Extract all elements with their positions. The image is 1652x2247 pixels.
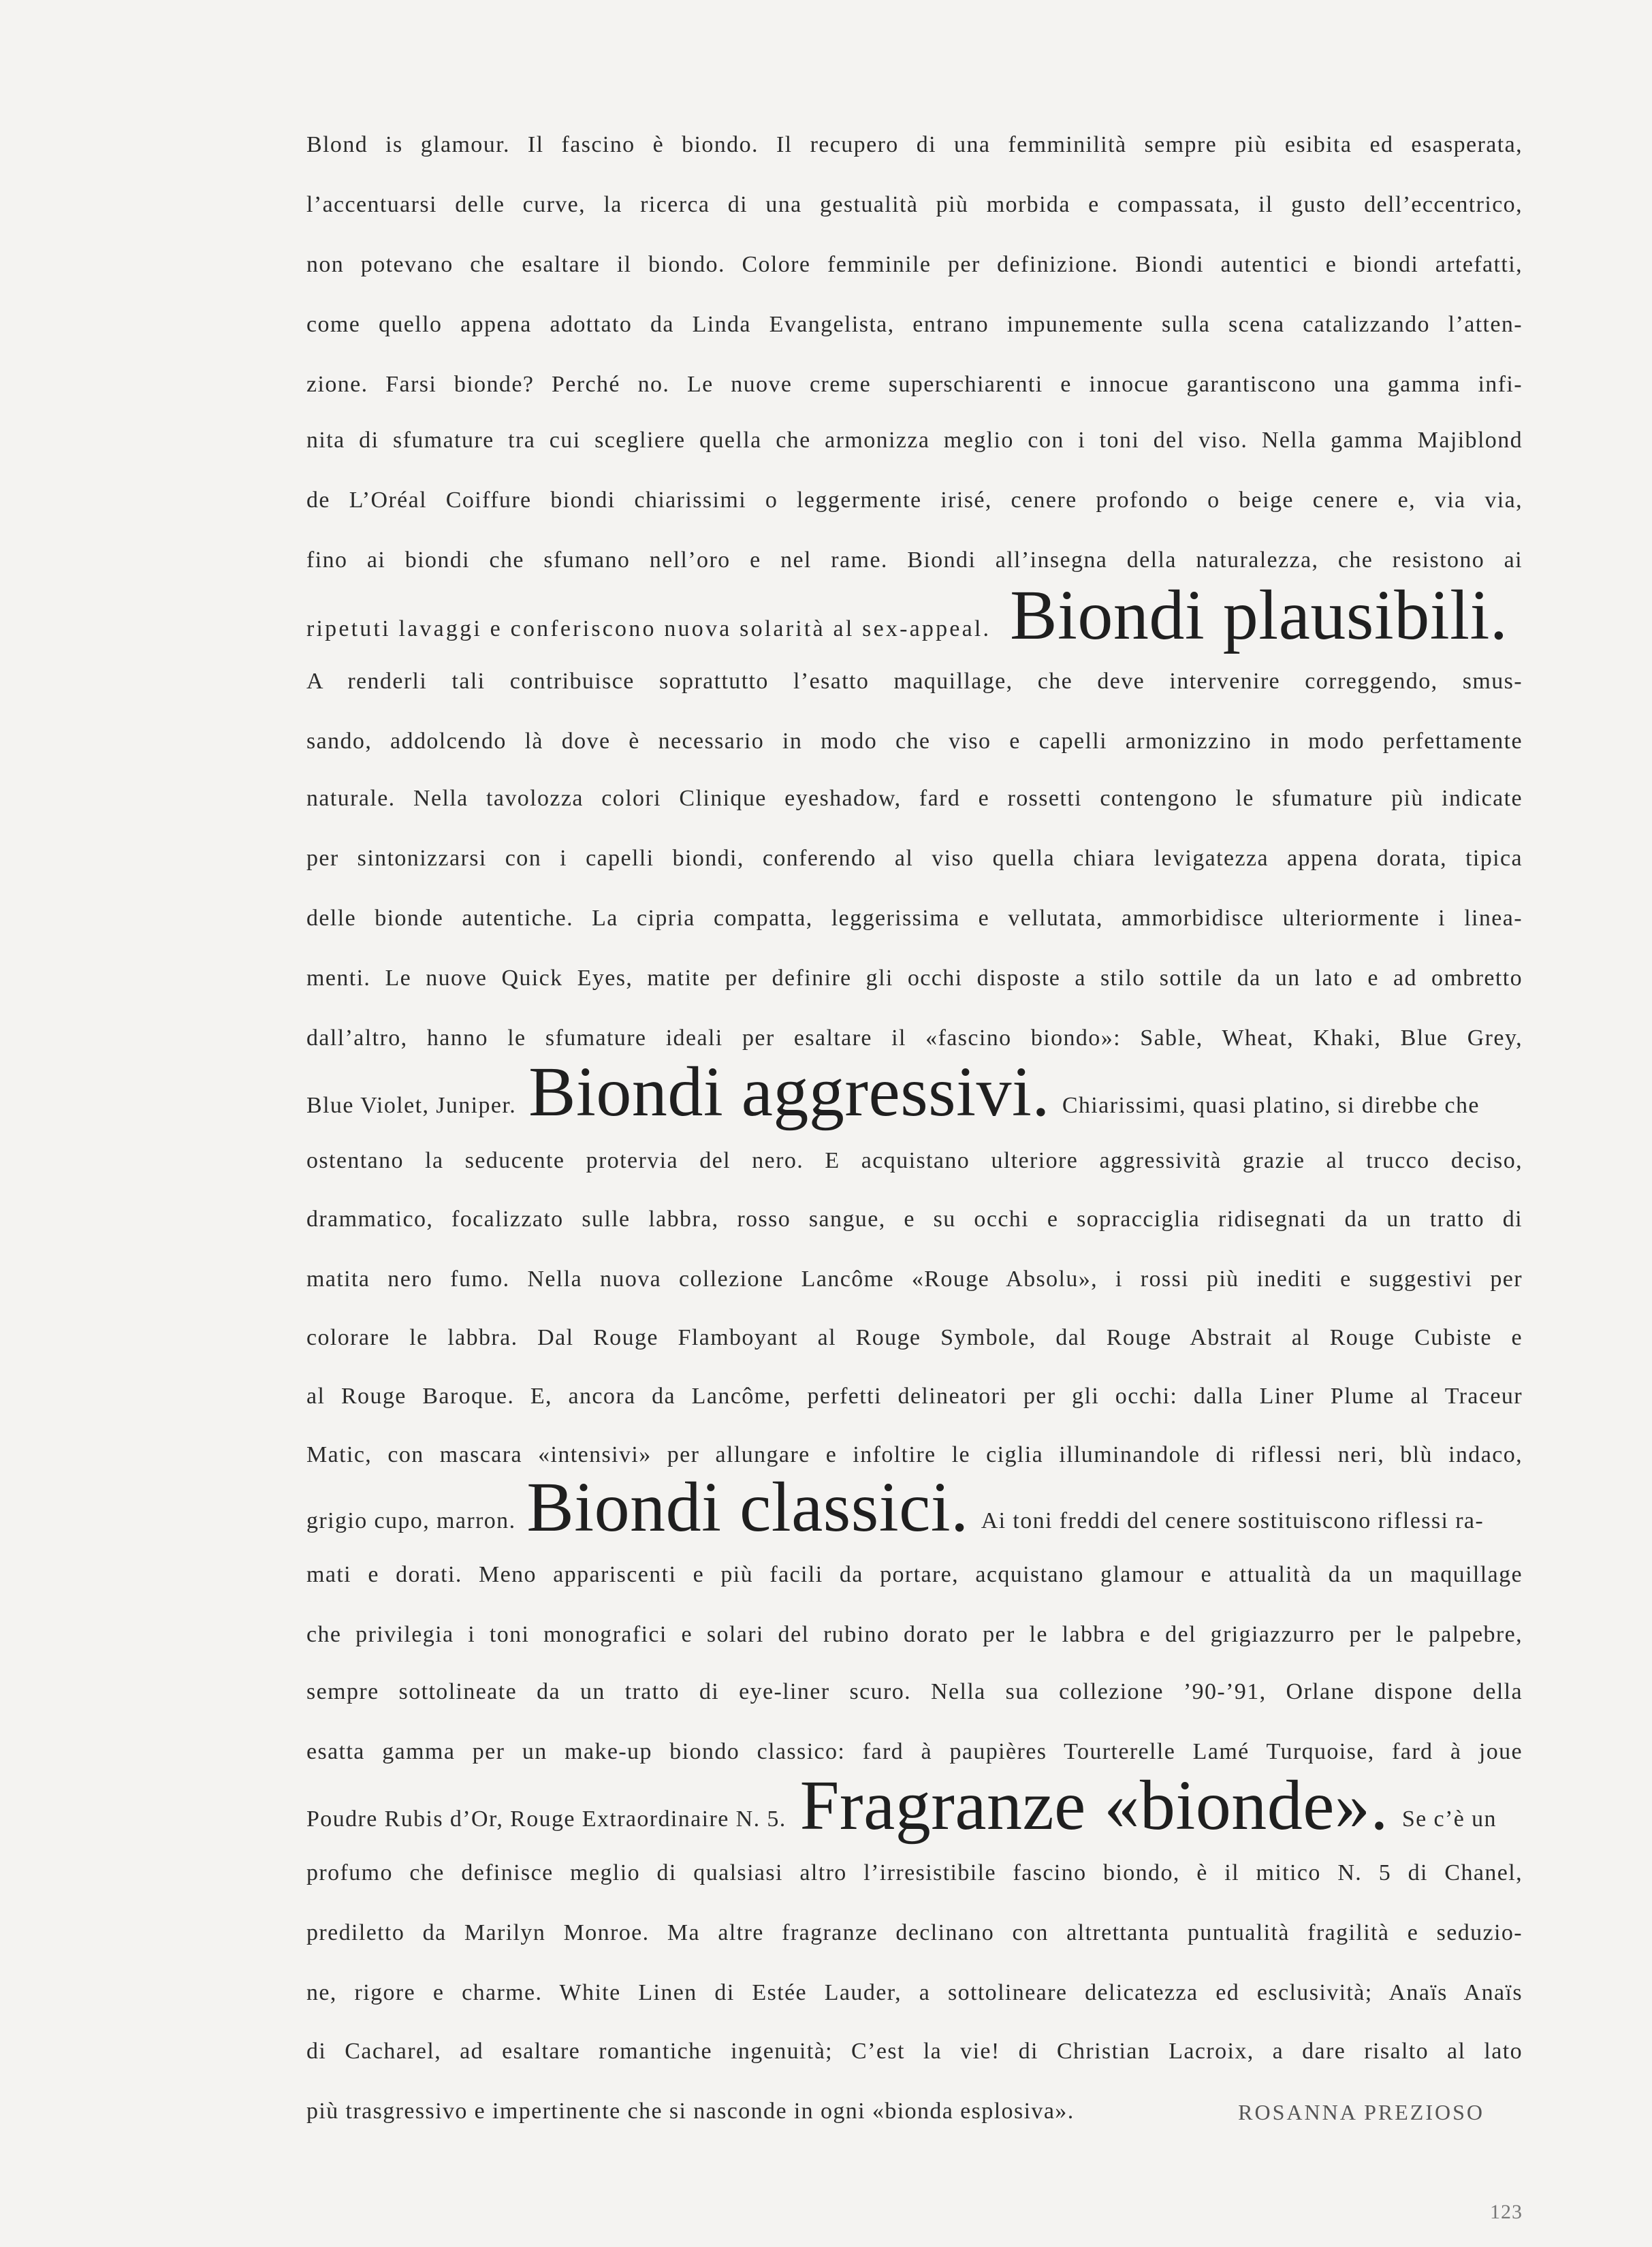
body-text: ripetuti lavaggi e conferiscono nuova solarità al sex-appeal. bbox=[306, 616, 991, 641]
body-line-16: dall’altro, hanno le sfumature ideali per esaltare il «fascino biondo»: Sable, Wheat, Khaki, Blue Grey, bbox=[306, 1025, 1523, 1051]
section-heading: Fragranze «bionde». bbox=[799, 1766, 1388, 1845]
body-line-30: profumo che definisce meglio di qualsiasi altro l’irresistibile fascino biondo, è il mitico N. 5 di Chanel, bbox=[306, 1860, 1523, 1885]
page-number: 123 bbox=[1490, 2201, 1523, 2223]
body-line-19: drammatico, focalizzato sulle labbra, rosso sangue, e su occhi e sopracciglia ridisegnati da un tratto di bbox=[306, 1207, 1523, 1232]
body-text: Se c’è un bbox=[1401, 1806, 1497, 1832]
body-text: grigio cupo, marron. bbox=[306, 1508, 516, 1533]
body-line-6: nita di sfumature tra cui scegliere quella che armonizza meglio con i toni del viso. Nella gamma Majiblond bbox=[306, 428, 1523, 453]
heading-line-classici bbox=[306, 1468, 1523, 1546]
body-line-11: sando, addolcendo là dove è necessario in modo che viso e capelli armonizzino in modo perfettamente bbox=[306, 729, 1523, 754]
body-line-31: prediletto da Marilyn Monroe. Ma altre fragranze declinano con altrettanta puntualità fragilità e seduzio- bbox=[306, 1920, 1523, 1945]
body-line-32: ne, rigore e charme. White Linen di Estée Lauder, a sottolineare delicatezza ed esclusività; Anaïs Anaïs bbox=[306, 1980, 1523, 2005]
body-line-5: zione. Farsi bionde? Perché no. Le nuove creme superschiarenti e innocue garantiscono una gamma infi- bbox=[306, 372, 1523, 397]
body-line-22: al Rouge Baroque. E, ancora da Lancôme, perfetti delineatori per gli occhi: dalla Liner Plume al Traceur bbox=[306, 1384, 1523, 1409]
body-line-8: fino ai biondi che sfumano nell’oro e nel rame. Biondi all’insegna della naturalezza, che resistono ai bbox=[306, 547, 1523, 573]
body-line-27: sempre sottolineate da un tratto di eye-liner scuro. Nella sua collezione ’90-’91, Orlane dispone della bbox=[306, 1679, 1523, 1704]
body-line-33: di Cacharel, ad esaltare romantiche ingenuità; C’est la vie! di Christian Lacroix, a dare risalto al lato bbox=[306, 2039, 1523, 2064]
body-line-25: mati e dorati. Meno appariscenti e più facili da portare, acquistano glamour e attualità da un maquillage bbox=[306, 1562, 1523, 1587]
body-line-18: ostentano la seducente protervia del nero. E acquistano ulteriore aggressività grazie al trucco deciso, bbox=[306, 1148, 1523, 1173]
body-line-15: menti. Le nuove Quick Eyes, matite per definire gli occhi disposte a stilo sottile da un lato e ad ombretto bbox=[306, 966, 1523, 991]
body-text: Poudre Rubis d’Or, Rouge Extraordinaire N. 5. bbox=[306, 1806, 787, 1832]
body-line-10: A renderli tali contribuisce soprattutto l’esatto maquillage, che deve intervenire correggendo, smus- bbox=[306, 669, 1523, 694]
body-text: Ai toni freddi del cenere sostituiscono riflessi ra- bbox=[981, 1508, 1484, 1533]
body-line-26: che privilegia i toni monografici e solari del rubino dorato per le labbra e del grigiazzurro per le palpebre, bbox=[306, 1622, 1523, 1647]
body-line-1: Blond is glamour. Il fascino è biondo. Il recupero di una femminilità sempre più esibita ed esasperata, bbox=[306, 132, 1523, 157]
section-heading: Biondi classici. bbox=[526, 1468, 969, 1546]
body-line-14: delle bionde autentiche. La cipria compatta, leggerissima e vellutata, ammorbidisce ulteriormente i linea- bbox=[306, 906, 1523, 931]
author-byline: ROSANNA PREZIOSO bbox=[1238, 2100, 1484, 2124]
body-line-13: per sintonizzarsi con i capelli biondi, conferendo al viso quella chiara levigatezza appena dorata, tipica bbox=[306, 846, 1523, 871]
heading-line-plausibili bbox=[306, 576, 1523, 654]
closing-line bbox=[306, 2100, 1523, 2123]
body-line-23: Matic, con mascara «intensivi» per allungare e infoltire le ciglia illuminandole di riflessi neri, blù indaco, bbox=[306, 1442, 1523, 1467]
body-text: Chiarissimi, quasi platino, si direbbe che bbox=[1062, 1093, 1480, 1118]
body-line-28: esatta gamma per un make-up biondo classico: fard à paupières Tourterelle Lamé Turquoise, fard à joue bbox=[306, 1739, 1523, 1764]
body-line-3: non potevano che esaltare il biondo. Colore femminile per definizione. Biondi autentici e biondi artefatti, bbox=[306, 252, 1523, 277]
body-text: più trasgressivo e impertinente che si nasconde in ogni «bionda esplosiva». bbox=[306, 2099, 1075, 2124]
heading-line-aggressivi bbox=[306, 1053, 1523, 1131]
section-heading: Biondi aggressivi. bbox=[528, 1053, 1050, 1131]
body-line-12: naturale. Nella tavolozza colori Clinique eyeshadow, fard e rossetti contengono le sfumature più indicate bbox=[306, 786, 1523, 811]
body-line-2: l’accentuarsi delle curve, la ricerca di una gestualità più morbida e compassata, il gusto dell’eccentrico, bbox=[306, 192, 1523, 217]
body-text: Blue Violet, Juniper. bbox=[306, 1093, 517, 1118]
heading-line-fragranze bbox=[306, 1766, 1523, 1845]
body-line-21: colorare le labbra. Dal Rouge Flamboyant al Rouge Symbole, dal Rouge Abstrait al Rouge Cubiste e bbox=[306, 1325, 1523, 1350]
body-line-20: matita nero fumo. Nella nuova collezione Lancôme «Rouge Absolu», i rossi più inediti e suggestivi per bbox=[306, 1266, 1523, 1292]
section-heading: Biondi plausibili. bbox=[1010, 576, 1508, 654]
body-line-4: come quello appena adottato da Linda Evangelista, entrano impunemente sulla scena catalizzando l’atten- bbox=[306, 312, 1523, 337]
body-line-7: de L’Oréal Coiffure biondi chiarissimi o leggermente irisé, cenere profondo o beige cenere e, via via, bbox=[306, 488, 1523, 513]
